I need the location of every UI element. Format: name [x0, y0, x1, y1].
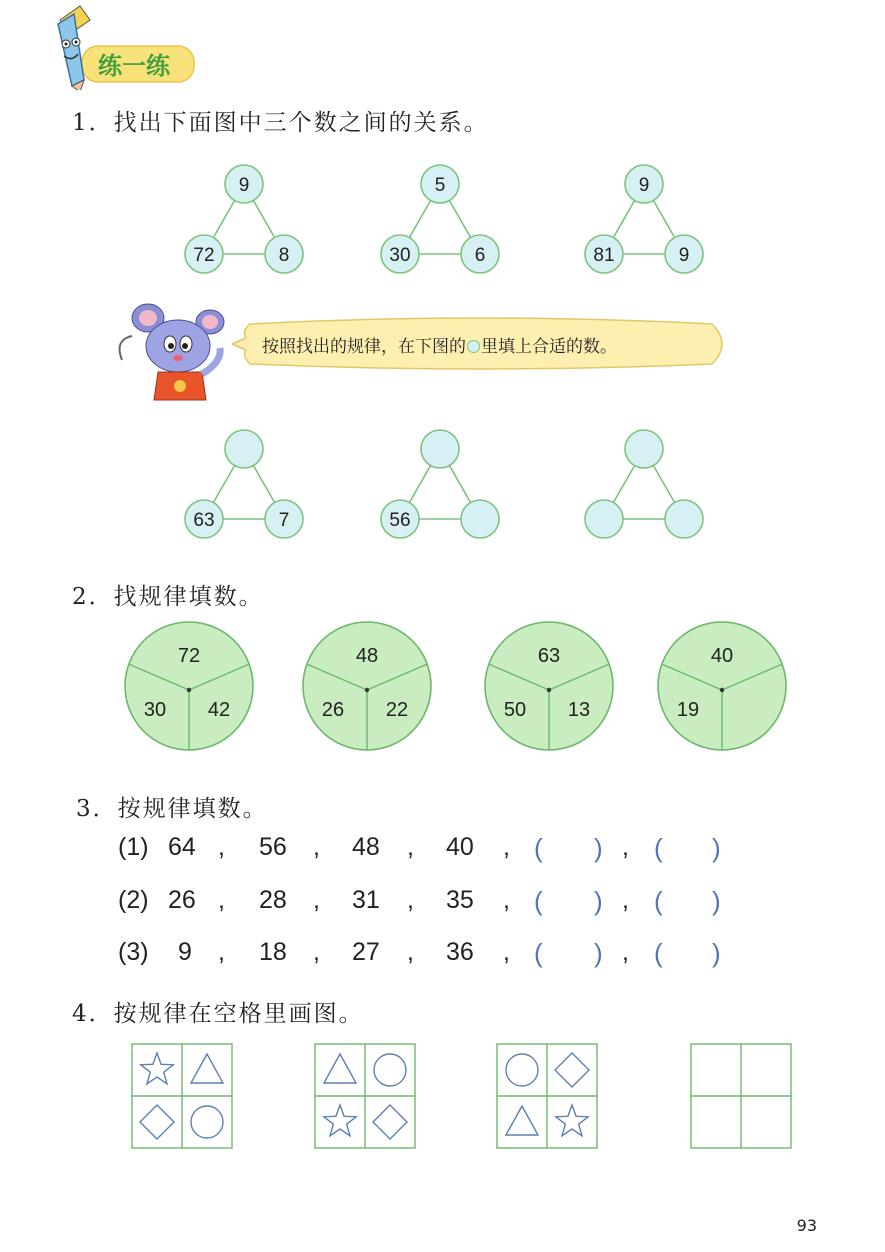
answer-blank-1-open[interactable]: ( — [534, 833, 543, 863]
pie-value-right: 42 — [207, 699, 231, 721]
example-node-right-value: 6 — [474, 245, 486, 266]
mouse-mascot-icon — [118, 300, 238, 410]
comma: , — [218, 833, 225, 861]
example-node-right-value: 9 — [678, 245, 690, 266]
q1-example-triangles — [0, 150, 885, 290]
sequence-value: 18 — [259, 938, 287, 966]
comma: , — [313, 938, 320, 966]
pie-value-left: 30 — [143, 699, 167, 721]
pie-value-right: 13 — [567, 699, 591, 721]
example-triangle-2 — [381, 165, 499, 273]
pie-blank-right[interactable] — [730, 692, 774, 726]
exercise-node-top[interactable] — [421, 430, 459, 468]
q4-title: 4．按规律在空格里画图。 — [72, 1001, 364, 1027]
page-number: 93 — [796, 1216, 817, 1235]
answer-blank-2-open[interactable]: ( — [654, 833, 663, 863]
exercise-triangle-2 — [381, 430, 499, 538]
pie-value-left: 19 — [676, 699, 700, 721]
example-node-right-value: 8 — [278, 245, 290, 266]
example-node-left-value: 30 — [389, 245, 411, 266]
answer-blank-1-open[interactable]: ( — [534, 886, 543, 916]
example-node-left-value: 81 — [593, 245, 615, 266]
answer-blank-1-close[interactable]: ) — [594, 833, 603, 863]
answer-blank-1-close[interactable]: ) — [594, 886, 603, 916]
small-circle-icon — [467, 340, 480, 353]
draw-cell-blank[interactable] — [743, 1098, 789, 1146]
comma: , — [407, 938, 414, 966]
row-label: (3) — [118, 938, 149, 966]
comma: , — [218, 886, 225, 914]
hint-suffix: 里填上合适的数。 — [481, 337, 617, 357]
sequence-value: 35 — [446, 886, 474, 914]
example-node-top-value: 9 — [638, 175, 650, 196]
pie-center-dot — [365, 688, 369, 692]
answer-blank-2-open[interactable]: ( — [654, 938, 663, 968]
draw-cell-blank[interactable] — [743, 1046, 789, 1094]
comma: , — [622, 886, 629, 914]
exercise-node-left[interactable] — [585, 500, 623, 538]
exercise-triangle-1 — [185, 430, 303, 538]
badge-label: 练一练 — [98, 52, 170, 80]
exercise-node-top[interactable] — [225, 430, 263, 468]
pie-circle-4 — [658, 622, 786, 750]
pie-center-dot — [547, 688, 551, 692]
comma: , — [313, 886, 320, 914]
pie-circle-2 — [303, 622, 431, 750]
q3-title: 3．按规律填数。 — [76, 796, 268, 822]
pie-circle-3 — [485, 622, 613, 750]
sequence-value: 36 — [446, 938, 474, 966]
sequence-value: 40 — [446, 833, 474, 861]
pie-value-left: 50 — [503, 699, 527, 721]
example-node-top-value: 9 — [238, 175, 250, 196]
q2-pie-circles — [0, 620, 885, 770]
comma: , — [313, 833, 320, 861]
exercise-node-right[interactable] — [665, 500, 703, 538]
exercise-node-right[interactable] — [461, 500, 499, 538]
pie-value-top: 72 — [177, 645, 201, 667]
sequence-value: 64 — [168, 833, 196, 861]
shape-grid-3 — [497, 1044, 597, 1148]
hint-prefix: 按照找出的规律，在下图的 — [262, 337, 466, 357]
answer-blank-2-close[interactable]: ) — [712, 833, 721, 863]
shape-grid-4 — [691, 1044, 791, 1148]
sequence-value: 26 — [168, 886, 196, 914]
answer-blank-2-close[interactable]: ) — [712, 886, 721, 916]
draw-cell-blank[interactable] — [693, 1098, 739, 1146]
comma: , — [218, 938, 225, 966]
pie-center-dot — [187, 688, 191, 692]
example-node-top-value: 5 — [434, 175, 446, 196]
row-label: (2) — [118, 886, 149, 914]
q2-title: 2．找规律填数。 — [72, 584, 264, 610]
comma: , — [503, 886, 510, 914]
exercise-node-top[interactable] — [625, 430, 663, 468]
pie-value-left: 26 — [321, 699, 345, 721]
shape-grid-2 — [315, 1044, 415, 1148]
example-triangle-3 — [585, 165, 703, 273]
answer-blank-2-close[interactable]: ) — [712, 938, 721, 968]
sequence-value: 48 — [352, 833, 380, 861]
exercise-node-right-value: 7 — [278, 510, 290, 531]
pie-value-top: 63 — [537, 645, 561, 667]
sequence-value: 56 — [259, 833, 287, 861]
exercise-triangle-3 — [585, 430, 703, 538]
answer-blank-1-close[interactable]: ) — [594, 938, 603, 968]
comma: , — [407, 833, 414, 861]
sequence-value: 9 — [178, 938, 192, 966]
q1-title: 1．找出下面图中三个数之间的关系。 — [72, 110, 489, 136]
example-node-left-value: 72 — [193, 245, 215, 266]
answer-blank-2-open[interactable]: ( — [654, 886, 663, 916]
comma: , — [503, 833, 510, 861]
example-triangle-1 — [185, 165, 303, 273]
hint-text — [262, 332, 617, 357]
pencil-mascot-icon — [58, 6, 90, 90]
exercise-node-left-value: 63 — [193, 510, 215, 531]
pie-circle-1 — [125, 622, 253, 750]
q1-exercise-triangles — [0, 415, 885, 555]
shape-grid-1 — [132, 1044, 232, 1148]
q4-shape-grids — [0, 1040, 885, 1155]
draw-cell-blank[interactable] — [693, 1046, 739, 1094]
comma: , — [622, 938, 629, 966]
comma: , — [407, 886, 414, 914]
pie-value-top: 40 — [710, 645, 734, 667]
row-label: (1) — [118, 833, 149, 861]
sequence-value: 31 — [352, 886, 380, 914]
sequence-value: 28 — [259, 886, 287, 914]
pie-value-top: 48 — [355, 645, 379, 667]
exercise-node-left-value: 56 — [389, 510, 411, 531]
comma: , — [622, 833, 629, 861]
pie-value-right: 22 — [385, 699, 409, 721]
sequence-value: 27 — [352, 938, 380, 966]
pie-center-dot — [720, 688, 724, 692]
comma: , — [503, 938, 510, 966]
answer-blank-1-open[interactable]: ( — [534, 938, 543, 968]
practice-badge — [42, 0, 202, 90]
